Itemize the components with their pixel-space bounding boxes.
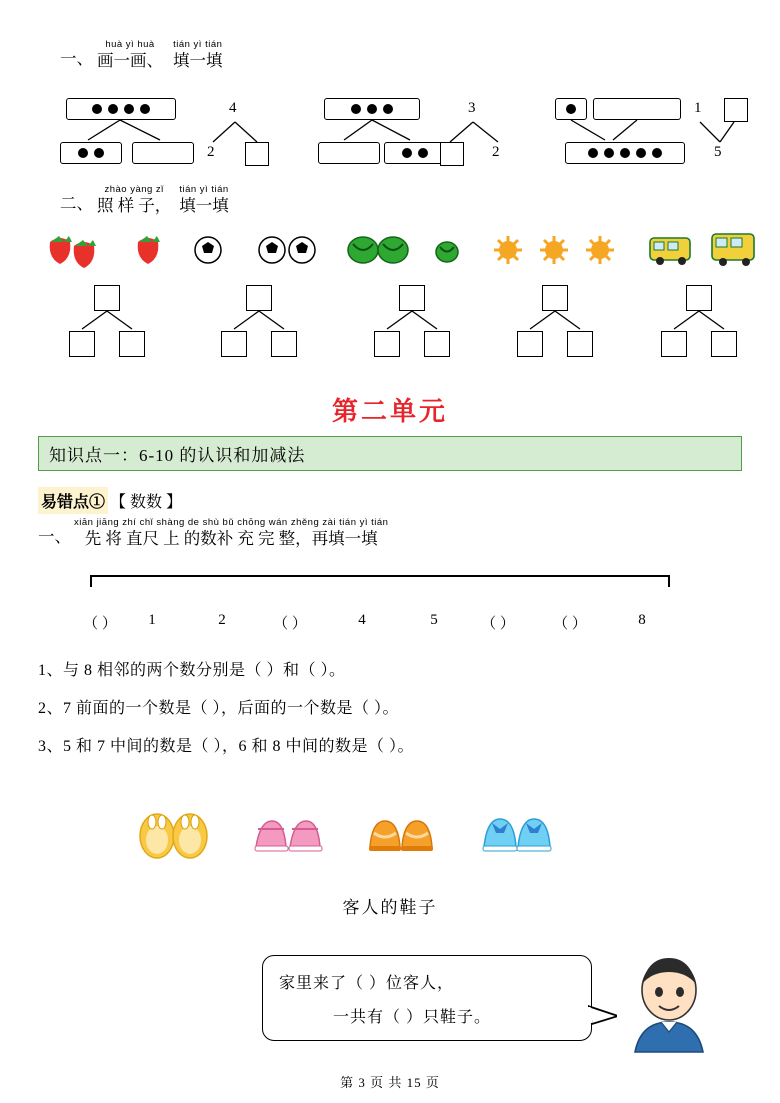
number-line-labels [70,612,690,634]
answer-box-bottom-left[interactable] [661,331,687,357]
dot-bar-top [66,98,176,120]
bond-blank-suns [508,285,604,347]
section2-number: 二、 [60,194,93,213]
dot [402,148,412,158]
dot [383,104,393,114]
bubble-line-1: 家里来了（ ）位客人， [279,975,455,992]
dot [140,104,150,114]
watermelon-icon [345,228,485,272]
bond-connector [60,311,156,331]
bond-blank-strawberries [60,285,156,347]
pink-shoes-icon [252,803,324,861]
speech-bubble [262,955,592,1041]
ruler-label-8: 8 [638,612,646,628]
dot [94,148,104,158]
shoes-caption: 客人的鞋子 [342,898,438,917]
ruler-baseline [90,575,670,577]
ruler-label-7: （ ） [553,616,587,632]
bond-connector [212,311,308,331]
question1-title: xiān jiāng zhí chǐ shàng de shù bǔ chōng wán zhěng zài tián yì tián 先 将 直尺 上 的数补 充 完 整，再填一填 [74,517,389,548]
picture-group-watermelons [345,228,485,272]
answer-box-top[interactable] [399,285,425,311]
answer-box-top[interactable] [94,285,120,311]
number-bond-group-4 [440,98,560,160]
question1-heading [38,518,388,547]
dot [351,104,361,114]
dot-bar-bottom-right [384,142,446,164]
bond-blank-soccer [212,285,308,347]
shoes-illustration-row [0,795,780,875]
answer-bar-top-right[interactable] [593,98,681,120]
picture-group-soccer [190,228,330,272]
dot [78,148,88,158]
section1-heading [60,40,223,69]
answer-box[interactable] [724,98,748,122]
bond-connector [440,122,560,144]
bubble-line-2: 一共有（ ）只鞋子。 [333,1009,492,1026]
bond-connector [508,311,604,331]
sub-question-3: 3、5 和 7 中间的数是（ ），6 和 8 中间的数是（ ）。 [38,738,415,755]
ruler-label-6: （ ） [481,616,515,632]
number-bond-group-6 [694,98,774,160]
dot [604,148,614,158]
answer-box[interactable] [245,142,269,166]
sub-question-1: 1、与 8 相邻的两个数分别是（ ）和（ ）。 [38,662,346,679]
answer-box-bottom-right[interactable] [711,331,737,357]
bond-connector [694,122,774,144]
dot [588,148,598,158]
answer-box-top[interactable] [246,285,272,311]
number-line-ruler [90,575,670,591]
ruler-label-0: （ ） [83,616,117,632]
answer-bar-bottom-right[interactable] [132,142,194,164]
section2-title-part1: zhào yàng zǐ 照 样 子， [97,184,172,215]
blue-shoes-icon [480,801,556,861]
bond-bottom-left-number: 2 [207,144,215,160]
dot [124,104,134,114]
bond-connector [652,311,748,331]
dot [620,148,630,158]
picture-group-buses [646,226,766,274]
bond-top-number: 3 [468,100,476,116]
ruler-label-5: 5 [430,612,438,628]
section1-title-part2: tián yì tián 填一填 [173,39,223,70]
soccer-ball-icon [190,228,330,272]
bond-connector [60,120,220,142]
dot [108,104,118,114]
dot-bar-top-left [555,98,587,120]
error-point-row [38,487,182,514]
section1-number: 一、 [60,49,93,68]
sun-icon [492,228,642,272]
dot [566,104,576,114]
dot [418,148,428,158]
dot-bar-top [324,98,420,120]
yellow-slippers-icon [135,800,213,862]
bond-top-number: 4 [229,100,237,116]
dot [652,148,662,158]
ruler-tick [668,575,670,587]
answer-box-top[interactable] [542,285,568,311]
answer-box-bottom-left[interactable] [517,331,543,357]
error-point-label: 易错点① [38,487,108,514]
picture-group-suns [492,228,642,272]
bond-bottom-number: 5 [714,144,722,160]
question1-number: 一、 [38,527,71,546]
bond-connector [205,122,325,144]
boy-illustration [615,950,725,1055]
bond-blank-buses [652,285,748,347]
number-bond-group-1 [60,98,220,160]
ruler-label-2: 2 [218,612,226,628]
ruler-tick [90,575,92,587]
knowledge-point-text: 知识点一：6-10 的认识和加减法 [49,446,306,465]
answer-box-top[interactable] [686,285,712,311]
dot-bar-bottom-left [60,142,122,164]
orange-shoes-icon [366,803,436,861]
bond-top-number: 1 [694,100,702,116]
ruler-label-1: 1 [148,612,156,628]
ruler-label-3: （ ） [273,616,307,632]
answer-bar-bottom-left[interactable] [318,142,380,164]
answer-box-bottom-right[interactable] [424,331,450,357]
answer-box-bottom-right[interactable] [119,331,145,357]
knowledge-point-banner [38,436,742,471]
answer-box[interactable] [440,142,464,166]
answer-box-bottom-left[interactable] [69,331,95,357]
answer-box-bottom-right[interactable] [567,331,593,357]
section1-title-part1: huà yì huà 画一画、 [97,39,163,70]
dot-bar-bottom [565,142,685,164]
answer-box-bottom-left[interactable] [374,331,400,357]
dot [636,148,646,158]
bond-connector [365,311,461,331]
dot [92,104,102,114]
unit-title: 第二单元 [331,397,448,426]
bus-icon [646,226,766,274]
bond-blank-watermelons [365,285,461,347]
section2-title-part2: tián yì tián 填一填 [179,184,229,215]
answer-box-bottom-left[interactable] [221,331,247,357]
strawberry-icon [38,228,178,272]
bond-bottom-right-number: 2 [492,144,500,160]
section2-heading [60,185,229,214]
ruler-label-4: 4 [358,612,366,628]
sub-question-2: 2、7 前面的一个数是（ ），后面的一个数是（ ）。 [38,700,400,717]
dot [367,104,377,114]
page-footer: 第 3 页 共 15 页 [340,1075,440,1090]
picture-group-strawberries [38,228,178,272]
answer-box-bottom-right[interactable] [271,331,297,357]
number-bond-group-2 [205,98,325,160]
error-point-topic: 【 数数 】 [110,494,183,511]
